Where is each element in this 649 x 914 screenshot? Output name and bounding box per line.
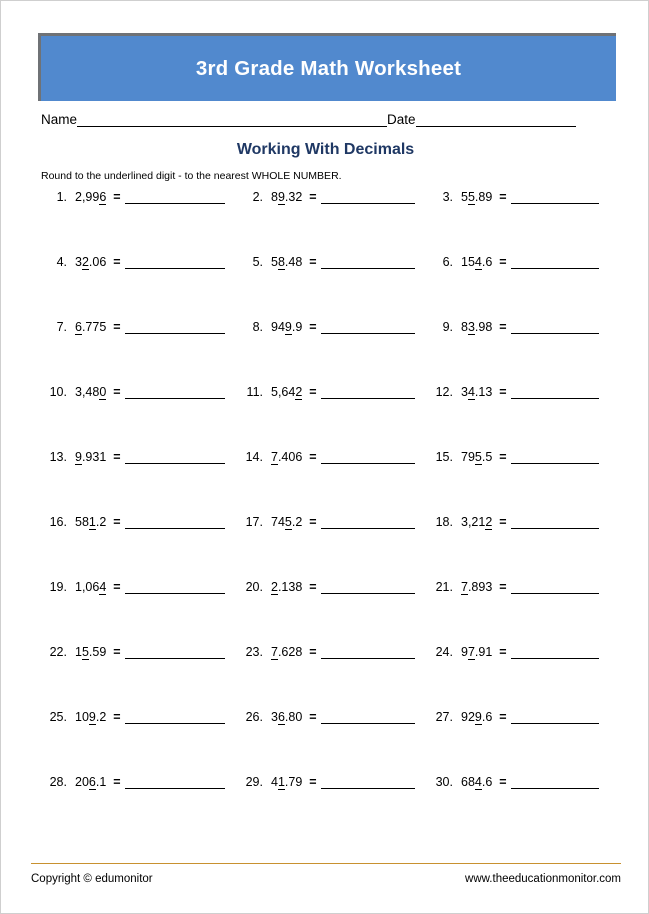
value-prefix: 74 (271, 515, 285, 529)
problem-value (75, 644, 106, 660)
underlined-digit: 8 (277, 255, 285, 269)
value-suffix: .6 (481, 775, 493, 789)
problem-value (75, 579, 106, 595)
underlined-digit: 0 (99, 385, 107, 399)
problem-row (41, 189, 611, 254)
underlined-digit: 2 (485, 515, 493, 529)
answer-blank[interactable] (125, 319, 225, 334)
value-suffix: .775 (81, 320, 107, 334)
problem-value (461, 189, 492, 205)
value-prefix: 9 (461, 645, 468, 659)
problem-item (41, 449, 237, 514)
answer-blank[interactable] (511, 254, 599, 269)
problem-row (41, 449, 611, 514)
value-suffix: .91 (474, 645, 493, 659)
answer-blank[interactable] (321, 254, 415, 269)
value-suffix: .138 (277, 580, 303, 594)
problem-number: 27. (435, 710, 453, 724)
underlined-digit: 6 (99, 190, 107, 204)
answer-blank[interactable] (321, 514, 415, 529)
answer-blank[interactable] (321, 709, 415, 724)
equals-sign: = (113, 710, 121, 724)
answer-blank[interactable] (321, 644, 415, 659)
problem-number: 9. (442, 320, 453, 334)
underlined-digit: 2 (81, 255, 89, 269)
answer-blank[interactable] (321, 449, 415, 464)
problem-item (237, 774, 427, 839)
value-suffix: .2 (95, 515, 107, 529)
website-text: www.theeducationmonitor.com (465, 873, 621, 885)
problem-item (237, 514, 427, 579)
answer-blank[interactable] (125, 579, 225, 594)
value-suffix: .06 (88, 255, 107, 269)
underlined-digit: 4 (99, 580, 107, 594)
problem-value (461, 579, 492, 595)
answer-blank[interactable] (125, 449, 225, 464)
underlined-digit: 5 (284, 515, 292, 529)
value-prefix: 94 (271, 320, 285, 334)
problem-value (75, 774, 106, 790)
problem-item (427, 254, 611, 319)
problem-item (41, 319, 237, 384)
equals-sign: = (309, 710, 317, 724)
answer-blank[interactable] (321, 384, 415, 399)
underlined-digit: 6 (88, 775, 96, 789)
value-suffix: .2 (95, 710, 107, 724)
underlined-digit: 6 (277, 710, 285, 724)
underlined-digit: 2 (271, 580, 278, 594)
value-suffix: .2 (291, 515, 303, 529)
answer-blank[interactable] (511, 579, 599, 594)
problem-value (271, 514, 302, 530)
value-prefix: 3 (461, 385, 468, 399)
underlined-digit: 7 (271, 645, 278, 659)
underlined-digit: 6 (75, 320, 82, 334)
underlined-digit: 1 (277, 775, 285, 789)
equals-sign: = (113, 515, 121, 529)
underlined-digit: 9 (284, 320, 292, 334)
problem-item (427, 579, 611, 644)
problem-row (41, 709, 611, 774)
answer-blank[interactable] (321, 579, 415, 594)
problem-number: 26. (245, 710, 263, 724)
equals-sign: = (113, 320, 121, 334)
header-banner (38, 33, 616, 101)
problem-number: 3. (442, 190, 453, 204)
value-prefix: 5,64 (271, 385, 296, 399)
problem-value (271, 644, 302, 660)
problem-item (427, 709, 611, 774)
problem-number: 18. (435, 515, 453, 529)
underlined-digit: 7 (271, 450, 278, 464)
problem-item (427, 514, 611, 579)
problem-value (75, 319, 106, 335)
underlined-digit: 5 (467, 190, 475, 204)
value-prefix: 1,06 (75, 580, 100, 594)
value-suffix: .628 (277, 645, 303, 659)
underlined-digit: 4 (467, 385, 475, 399)
value-prefix: 10 (75, 710, 89, 724)
underlined-digit: 4 (474, 775, 482, 789)
underlined-digit: 1 (88, 515, 96, 529)
value-prefix: 5 (271, 255, 278, 269)
value-suffix: .79 (284, 775, 303, 789)
underlined-digit: 4 (474, 255, 482, 269)
problem-row (41, 774, 611, 839)
problem-value (271, 579, 302, 595)
problem-value (271, 384, 302, 400)
underlined-digit: 5 (474, 450, 482, 464)
problem-number: 4. (56, 255, 67, 269)
problem-item (237, 709, 427, 774)
equals-sign: = (499, 645, 507, 659)
problem-row (41, 644, 611, 709)
problem-number: 24. (435, 645, 453, 659)
problem-row (41, 514, 611, 579)
answer-blank[interactable] (511, 709, 599, 724)
problem-number: 11. (246, 385, 263, 399)
value-prefix: 8 (461, 320, 468, 334)
worksheet-subtitle: Working With Decimals (236, 141, 415, 158)
underlined-digit: 9 (88, 710, 96, 724)
answer-blank[interactable] (125, 254, 225, 269)
problem-number: 28. (49, 775, 67, 789)
value-prefix: 3 (271, 710, 278, 724)
value-suffix: .80 (284, 710, 303, 724)
problem-number: 21. (435, 580, 453, 594)
problem-item (427, 644, 611, 709)
problem-number: 15. (435, 450, 453, 464)
equals-sign: = (309, 775, 317, 789)
problem-row (41, 319, 611, 384)
problem-item (41, 709, 237, 774)
answer-blank[interactable] (321, 319, 415, 334)
problem-item (41, 384, 237, 449)
problem-value (271, 254, 302, 270)
problem-number: 29. (245, 775, 263, 789)
name-label: Name (41, 112, 78, 127)
problem-number: 23. (245, 645, 263, 659)
problem-number: 30. (435, 775, 453, 789)
value-suffix: .931 (81, 450, 107, 464)
problem-value (461, 774, 492, 790)
problem-value (461, 449, 492, 465)
problem-item (41, 514, 237, 579)
value-prefix: 3,21 (461, 515, 486, 529)
value-prefix: 3 (75, 255, 82, 269)
equals-sign: = (499, 580, 507, 594)
problem-item (427, 319, 611, 384)
value-suffix: .98 (474, 320, 493, 334)
footer-divider (31, 863, 621, 864)
value-suffix: .6 (481, 710, 493, 724)
value-prefix: 20 (75, 775, 89, 789)
problem-grid (41, 189, 611, 839)
problem-number: 8. (252, 320, 263, 334)
problem-value (271, 189, 302, 205)
value-prefix: 92 (461, 710, 475, 724)
problem-number: 19. (49, 580, 67, 594)
equals-sign: = (499, 320, 507, 334)
equals-sign: = (309, 515, 317, 529)
underlined-digit: 9 (277, 190, 285, 204)
problem-item (427, 774, 611, 839)
answer-blank[interactable] (125, 774, 225, 789)
value-suffix: .59 (88, 645, 107, 659)
problem-item (237, 384, 427, 449)
equals-sign: = (499, 515, 507, 529)
problem-item (41, 774, 237, 839)
value-prefix: 2,99 (75, 190, 100, 204)
value-prefix: 4 (271, 775, 278, 789)
problem-item (237, 254, 427, 319)
value-prefix: 58 (75, 515, 89, 529)
name-date-row (41, 107, 583, 127)
problem-number: 1. (56, 190, 67, 204)
equals-sign: = (499, 775, 507, 789)
equals-sign: = (113, 580, 121, 594)
problem-value (75, 449, 106, 465)
problem-value (271, 319, 302, 335)
problem-value (461, 644, 492, 660)
equals-sign: = (309, 320, 317, 334)
problem-item (41, 189, 237, 254)
answer-blank[interactable] (511, 514, 599, 529)
equals-sign: = (499, 255, 507, 269)
underlined-digit: 9 (474, 710, 482, 724)
problem-value (271, 449, 302, 465)
problem-value (75, 384, 106, 400)
problem-number: 5. (252, 255, 263, 269)
problem-item (237, 579, 427, 644)
equals-sign: = (113, 775, 121, 789)
problem-value (75, 189, 106, 205)
value-suffix: .32 (284, 190, 303, 204)
equals-sign: = (499, 190, 507, 204)
problem-number: 20. (245, 580, 263, 594)
value-suffix: .6 (481, 255, 493, 269)
answer-blank[interactable] (511, 189, 599, 204)
value-suffix: .406 (277, 450, 303, 464)
answer-blank[interactable] (511, 774, 599, 789)
underlined-digit: 2 (295, 385, 303, 399)
equals-sign: = (113, 385, 121, 399)
value-suffix: .13 (474, 385, 493, 399)
value-prefix: 1 (75, 645, 82, 659)
value-suffix: .9 (291, 320, 303, 334)
underlined-digit: 7 (467, 645, 475, 659)
problem-number: 17. (245, 515, 263, 529)
value-suffix: .48 (284, 255, 303, 269)
value-prefix: 15 (461, 255, 475, 269)
problem-value (461, 709, 492, 725)
problem-item (427, 384, 611, 449)
underlined-digit: 5 (81, 645, 89, 659)
problem-number: 14. (245, 450, 263, 464)
problem-number: 7. (56, 320, 67, 334)
instructions-text: Round to the underlined digit - to the nearest WHOLE NUMBER. (41, 170, 342, 182)
problem-item (41, 254, 237, 319)
value-prefix: 68 (461, 775, 475, 789)
problem-value (75, 254, 106, 270)
problem-item (237, 449, 427, 514)
problem-item (41, 579, 237, 644)
underlined-digit: 3 (467, 320, 475, 334)
equals-sign: = (499, 385, 507, 399)
problem-number: 13. (49, 450, 67, 464)
problem-row (41, 579, 611, 644)
copyright-text: Copyright © edumonitor (31, 873, 153, 885)
answer-blank[interactable] (321, 189, 415, 204)
value-suffix: .893 (467, 580, 493, 594)
equals-sign: = (113, 645, 121, 659)
value-suffix: .1 (95, 775, 107, 789)
problem-number: 2. (252, 190, 263, 204)
problem-value (271, 774, 302, 790)
value-prefix: 8 (271, 190, 278, 204)
name-input[interactable] (77, 112, 387, 127)
underlined-digit: 9 (75, 450, 82, 464)
value-suffix: .5 (481, 450, 493, 464)
answer-blank[interactable] (321, 774, 415, 789)
equals-sign: = (309, 645, 317, 659)
problem-value (461, 319, 492, 335)
value-prefix: 3,48 (75, 385, 100, 399)
answer-blank[interactable] (125, 384, 225, 399)
problem-value (461, 254, 492, 270)
problem-item (427, 449, 611, 514)
problem-item (237, 644, 427, 709)
problem-number: 10. (49, 385, 67, 399)
equals-sign: = (113, 190, 121, 204)
problem-item (41, 644, 237, 709)
answer-blank[interactable] (125, 644, 225, 659)
answer-blank[interactable] (125, 514, 225, 529)
value-prefix: 79 (461, 450, 475, 464)
equals-sign: = (113, 450, 121, 464)
date-input[interactable] (416, 112, 576, 127)
problem-number: 25. (49, 710, 67, 724)
equals-sign: = (309, 255, 317, 269)
answer-blank[interactable] (125, 189, 225, 204)
problem-item (237, 189, 427, 254)
equals-sign: = (309, 385, 317, 399)
underlined-digit: 7 (461, 580, 468, 594)
problem-row (41, 254, 611, 319)
equals-sign: = (309, 450, 317, 464)
problem-number: 12. (435, 385, 453, 399)
equals-sign: = (309, 580, 317, 594)
value-prefix: 5 (461, 190, 468, 204)
problem-value (75, 514, 106, 530)
equals-sign: = (499, 710, 507, 724)
problem-item (237, 319, 427, 384)
answer-blank[interactable] (511, 384, 599, 399)
answer-blank[interactable] (511, 449, 599, 464)
problem-value (461, 514, 492, 530)
page-title: 3rd Grade Math Worksheet (195, 56, 462, 80)
answer-blank[interactable] (125, 709, 225, 724)
problem-row (41, 384, 611, 449)
problem-number: 6. (442, 255, 453, 269)
date-label: Date (387, 112, 416, 127)
footer (31, 873, 621, 885)
equals-sign: = (309, 190, 317, 204)
problem-value (75, 709, 106, 725)
problem-value (271, 709, 302, 725)
problem-value (461, 384, 492, 400)
problem-number: 16. (49, 515, 67, 529)
problem-number: 22. (49, 645, 67, 659)
problem-item (427, 189, 611, 254)
answer-blank[interactable] (511, 319, 599, 334)
value-suffix: .89 (474, 190, 493, 204)
equals-sign: = (499, 450, 507, 464)
equals-sign: = (113, 255, 121, 269)
answer-blank[interactable] (511, 644, 599, 659)
